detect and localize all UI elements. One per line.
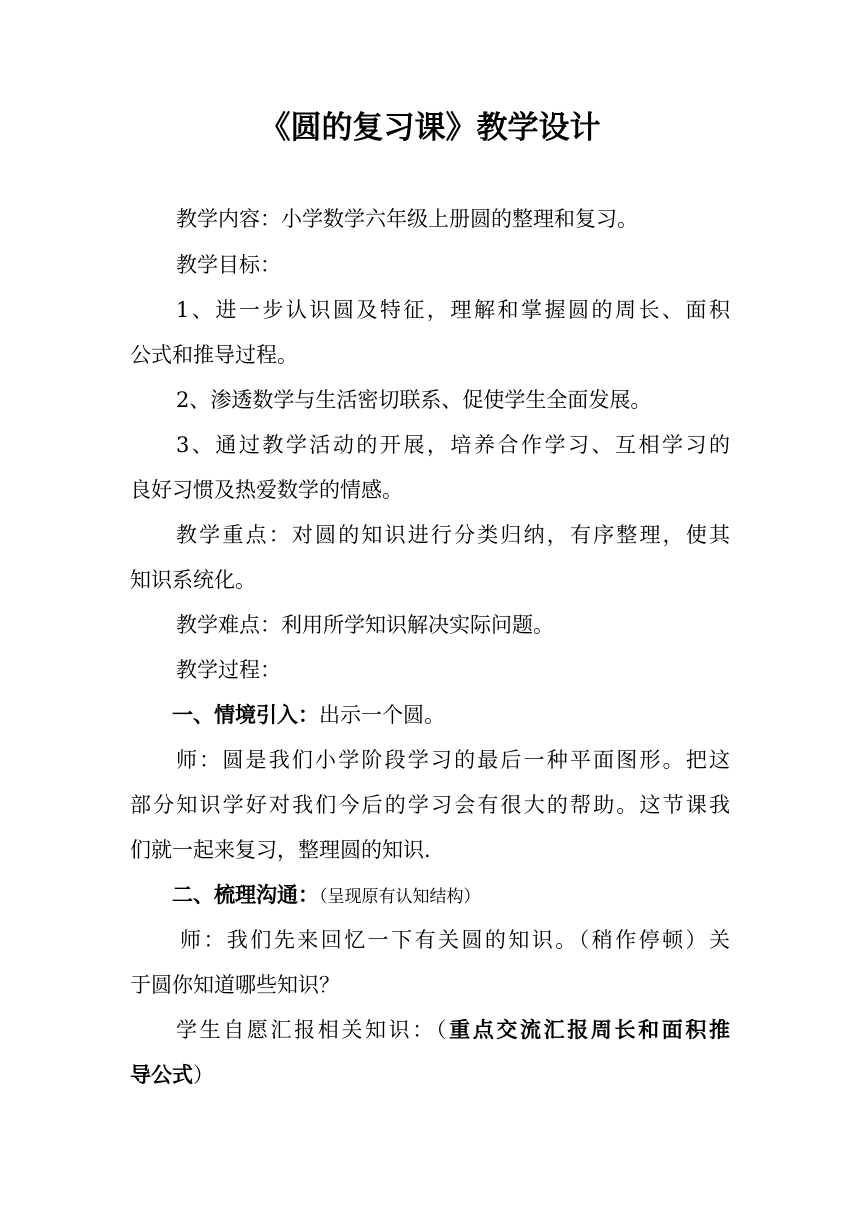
- student-report-plain: 学生自愿汇报相关知识：（: [176, 1018, 450, 1042]
- goal-1-line-2: 公式和推导过程。: [130, 343, 298, 367]
- goal-1-line-1: 1、进一步认识圆及特征，理解和掌握圆的周长、面积: [176, 298, 730, 322]
- student-report-line-2: [130, 1057, 730, 1093]
- teacher-speech-2-line-1: 师：我们先来回忆一下有关圆的知识。（稍作停顿）关: [180, 928, 730, 952]
- teacher-speech-1-line-2: 部分知识学好对我们今后的学习会有很大的帮助。这节课我: [130, 793, 730, 817]
- teacher-speech-1-line-3: 们就一起来复习，整理圆的知识.: [130, 838, 431, 862]
- student-report-line-1: [176, 1012, 730, 1048]
- teaching-content: 教学内容：小学数学六年级上册圆的整理和复习。: [176, 207, 638, 231]
- goal-3-line-2: 良好习惯及热爱数学的情感。: [130, 478, 403, 502]
- teaching-goals-heading: 教学目标：: [176, 253, 281, 277]
- document-title: 《圆的复习课》教学设计: [259, 110, 601, 146]
- teacher-speech-1-line-1: 师：圆是我们小学阶段学习的最后一种平面图形。把这: [176, 748, 730, 772]
- difficulty-point: 教学难点：利用所学知识解决实际问题。: [176, 613, 554, 637]
- section-1-heading: 一、情境引入：: [172, 702, 319, 727]
- goal-3-line-1: 3、通过教学活动的开展，培养合作学习、互相学习的: [176, 433, 730, 457]
- student-report-emphasis: 重点交流汇报周长和面积推: [449, 1017, 731, 1042]
- section-1: [172, 697, 726, 733]
- key-point-line-2: 知识系统化。: [130, 568, 256, 592]
- section-2-heading: 二、梳理沟通：: [172, 882, 319, 907]
- goal-2: 2、渗透数学与生活密切联系、促使学生全面发展。: [176, 388, 652, 412]
- student-report-emphasis-end: 导公式: [130, 1062, 193, 1087]
- section-2-text: （呈现原有认知结构）: [319, 887, 481, 907]
- teacher-speech-2-line-2: 于圆你知道哪些知识？: [130, 973, 340, 997]
- section-1-text: 出示一个圆。: [319, 703, 445, 727]
- student-report-close: ）: [193, 1063, 214, 1087]
- key-point-line-1: 教学重点：对圆的知识进行分类归纳，有序整理，使其: [176, 523, 730, 547]
- section-2: [172, 877, 726, 915]
- teaching-process-heading: 教学过程：: [176, 658, 281, 682]
